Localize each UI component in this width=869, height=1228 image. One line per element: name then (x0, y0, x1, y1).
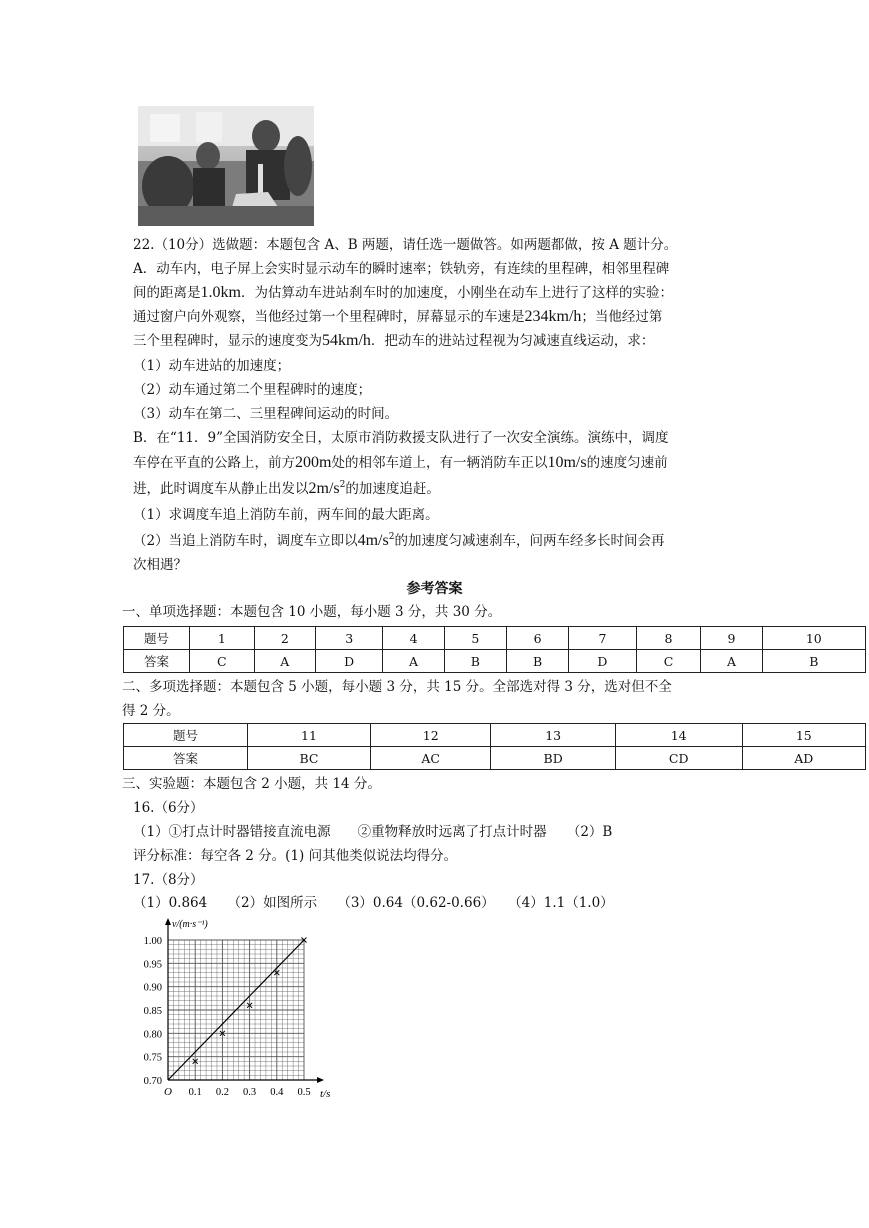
table-cell: 答案 (124, 650, 190, 673)
table-cell: 11 (248, 724, 371, 747)
q16-scoring: 评分标准：每空各 2 分。(1) 问其他类似说法均得分。 (133, 848, 458, 864)
x-tick-labels (189, 1087, 311, 1098)
y-tick-label: 0.95 (143, 959, 162, 971)
table-cell: D (315, 650, 382, 673)
section3-heading: 三、实验题：本题包含 2 小题，共 14 分。 (122, 776, 381, 792)
table-cell: B (762, 650, 865, 673)
velocity-time-graph (128, 912, 343, 1102)
section2-heading-cont: 得 2 分。 (122, 703, 180, 719)
y-tick-labels (144, 936, 162, 1087)
table-cell: B (444, 650, 506, 673)
y-tick-label: 0.80 (143, 1029, 162, 1041)
table-cell: D (569, 650, 636, 673)
q22a-line4: 三个里程碑时，显示的速度变为54km/h．把动车的进站过程视为匀减速直线运动，求： (133, 332, 655, 349)
y-axis-label: v/(m·s⁻¹) (172, 919, 208, 930)
q17-heading: 17.（8分） (133, 872, 204, 888)
single-choice-answer-table (123, 626, 866, 673)
table-cell: 4 (383, 627, 444, 650)
q22a-line1: A．动车内，电子屏上会实时显示动车的瞬时速率；铁轨旁，有连续的里程碑，相邻里程碑 (133, 261, 670, 277)
table-row (124, 747, 866, 770)
table-row (124, 627, 866, 650)
table-cell: 3 (315, 627, 382, 650)
table-cell: 7 (569, 627, 636, 650)
q22b-line3: 进，此时调度车从静止出发以$2m/s^2$的加速度追赶。 (133, 480, 440, 497)
q16-answer: （1）①打点计时器错接直流电源 ②重物释放时远离了打点计时器 （2）B (133, 824, 613, 840)
q22a-part2: （2）动车通过第二个里程碑时的速度； (133, 382, 372, 398)
table-cell: 2 (254, 627, 315, 650)
table-cell: 1 (190, 627, 255, 650)
answers-title: 参考答案 (406, 581, 463, 597)
y-tick-label: 0.85 (143, 1006, 162, 1017)
table-cell: B (506, 650, 568, 673)
table-cell: 12 (370, 724, 491, 747)
table-cell: 8 (636, 627, 701, 650)
q22a-part1: （1）动车进站的加速度； (133, 358, 291, 374)
y-tick-label: 1.00 (143, 936, 162, 947)
q22b-line1: B．在“11．9”全国消防安全日，太原市消防救援支队进行了一次安全演练。演练中，调度 (133, 430, 669, 446)
table-cell: CD (615, 747, 742, 770)
x-tick-label: 0.5 (297, 1087, 311, 1098)
table-cell: 题号 (124, 627, 190, 650)
x-tick-label: 0.1 (188, 1087, 202, 1098)
table-cell: AD (742, 747, 865, 770)
section1-heading: 一、单项选择题：本题包含 10 小题，每小题 3 分，共 30 分。 (122, 604, 502, 620)
q22-intro: 22.（10分）选做题：本题包含 A、B 两题，请任选一题做答。如两题都做，按 A 题计分。 (133, 237, 678, 253)
y-tick-label: 0.75 (143, 1052, 162, 1064)
q22b-line2: 车停在平直的公路上，前方200m处的相邻车道上，有一辆消防车正以10m/s的速度匀速前 (133, 454, 668, 471)
table-cell: A (254, 650, 315, 673)
y-tick-label: 0.70 (143, 1076, 162, 1087)
q16-heading: 16.（6分） (133, 800, 204, 816)
table-cell: 5 (444, 627, 506, 650)
x-axis-label: t/s (320, 1088, 331, 1100)
x-tick-label: 0.3 (243, 1087, 257, 1098)
table-cell: C (190, 650, 255, 673)
table-cell: 13 (491, 724, 615, 747)
q22b-part2-cont: 次相遇？ (133, 557, 187, 573)
table-cell: 题号 (124, 724, 248, 747)
table-cell: 9 (701, 627, 762, 650)
x-tick-label: 0.2 (215, 1087, 229, 1098)
table-cell: 10 (762, 627, 865, 650)
table-cell: 14 (615, 724, 742, 747)
q22b-part1: （1）求调度车追上消防车前，两车间的最大距离。 (133, 507, 439, 523)
table-cell: BD (491, 747, 615, 770)
q22a-part3: （3）动车在第二、三里程碑间运动的时间。 (133, 406, 399, 422)
table-cell: BC (248, 747, 371, 770)
table-row (124, 650, 866, 673)
table-row (124, 724, 866, 747)
table-cell: 6 (506, 627, 568, 650)
table-cell: 答案 (124, 747, 248, 770)
table-cell: C (636, 650, 701, 673)
q17-answer: （1）0.864 （2）如图所示 （3）0.64（0.62-0.66） （4）1.1（1.0） (133, 895, 614, 911)
q22a-line3: 通过窗户向外观察，当他经过第一个里程碑时，屏幕显示的车速是234km/h；当他经过第 (133, 308, 663, 325)
table-cell: A (701, 650, 762, 673)
multi-choice-answer-table (123, 723, 866, 770)
classroom-photo (138, 106, 314, 226)
table-cell: AC (370, 747, 491, 770)
table-cell: 15 (742, 724, 865, 747)
section2-heading: 二、多项选择题：本题包含 5 小题，每小题 3 分，共 15 分。全部选对得 3 分，选对但不全 (122, 679, 672, 695)
origin-label: O (164, 1086, 172, 1098)
q22a-line2: 间的距离是1.0km．为估算动车进站刹车时的加速度，小刚坐在动车上进行了这样的实验： (133, 284, 673, 301)
q22b-part2: （2）当追上消防车时，调度车立即以$4m/s^2$的加速度匀减速刹车，问两车经多长时间会再 (133, 532, 665, 549)
table-cell: A (383, 650, 444, 673)
x-tick-label: 0.4 (270, 1087, 284, 1098)
y-tick-label: 0.90 (143, 982, 162, 994)
